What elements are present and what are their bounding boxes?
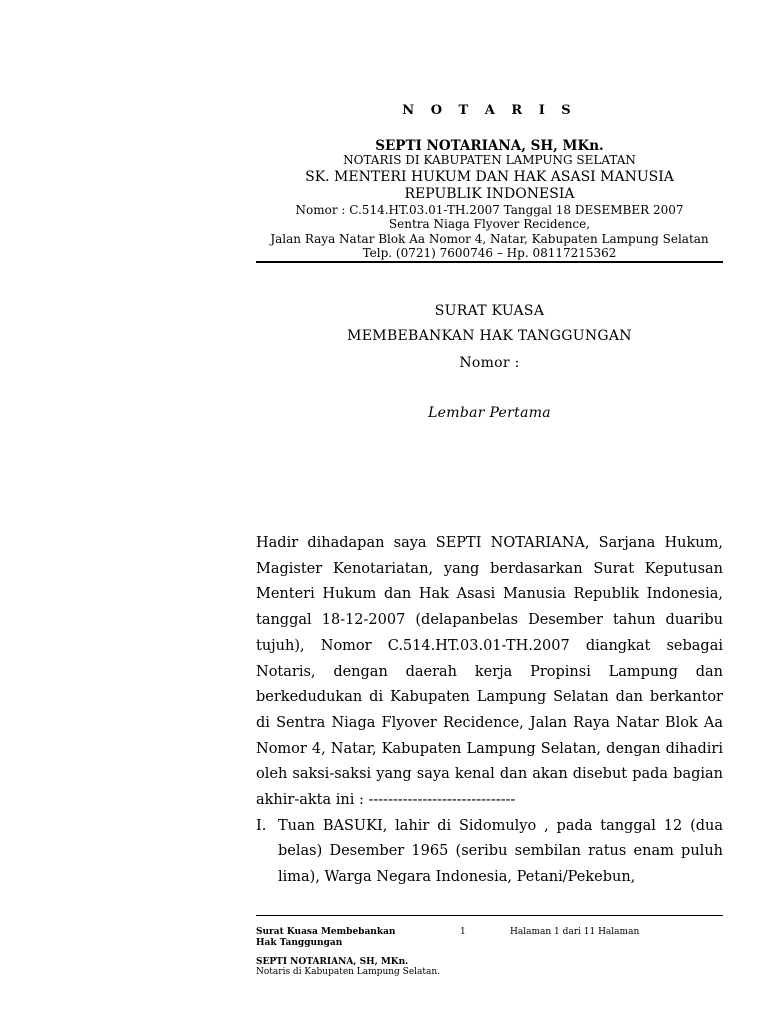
contact-line: Telp. (0721) 7600746 – Hp. 08117215362 xyxy=(362,246,617,260)
footer-notary-role: Notaris di Kabupaten Lampung Selatan. xyxy=(256,967,441,977)
sheet-label: Lembar Pertama xyxy=(428,405,551,421)
deed-title: SURAT KUASA xyxy=(434,303,545,319)
deed-subtitle: MEMBEBANKAN HAK TANGGUNGAN xyxy=(347,328,632,344)
notary-name: SEPTI NOTARIANA, SH, MKn. xyxy=(375,138,604,154)
footer-page-number: 1 xyxy=(460,927,466,937)
office-heading: N O T A R I S xyxy=(402,103,577,118)
decree-line-2: REPUBLIK INDONESIA xyxy=(404,186,575,202)
address-line-1: Sentra Niaga Flyover Recidence, xyxy=(388,217,591,231)
party-item-text: Tuan BASUKI, lahir di Sidomulyo , pada tanggal 12 (dua belas) Desember 1965 (seribu sembilan ratus enam puluh lima), Warga Negara Indonesia, Petani/Pekebun, xyxy=(278,817,723,886)
header-divider xyxy=(256,261,723,263)
deed-number: Nomor : xyxy=(459,355,520,371)
decree-number: Nomor : C.514.HT.03.01-TH.2007 Tanggal 18 DESEMBER 2007 xyxy=(295,203,684,217)
decree-line-1: SK. MENTERI HUKUM DAN HAK ASASI MANUSIA xyxy=(305,169,674,185)
footer-doc-title: Surat Kuasa Membebankan Hak Tanggungan xyxy=(256,927,396,948)
deed-body xyxy=(256,531,723,891)
footer-divider xyxy=(256,915,723,916)
opening-paragraph: Hadir dihadapan saya SEPTI NOTARIANA, Sarjana Hukum, Magister Kenotariatan, yang berdasarkan Surat Keputusan Menteri Hukum dan Hak Asasi Manusia Republik Indonesia, tanggal 18-12-2007 (delapanbelas Desember tahun duaribu tujuh), Nomor C.514.HT.03.01-TH.2007 diangkat sebagai Notaris, dengan daerah kerja Propinsi Lampung dan berkedudukan di Kabupaten Lampung Selatan dan berkantor di Sentra Niaga Flyover Recidence, Jalan Raya Natar Blok Aa Nomor 4, Natar, Kabupaten Lampung Selatan, dengan dihadiri oleh saksi-saksi yang saya kenal dan akan disebut pada bagian akhir-akta ini : ------------------------------ xyxy=(256,535,723,809)
address-line-2: Jalan Raya Natar Blok Aa Nomor 4, Natar, Kabupaten Lampung Selatan xyxy=(270,232,709,246)
footer-notary-name: SEPTI NOTARIANA, SH, MKn. xyxy=(256,957,409,967)
footer-page-total: Halaman 1 dari 11 Halaman xyxy=(510,927,640,937)
jurisdiction-line: NOTARIS DI KABUPATEN LAMPUNG SELATAN xyxy=(343,153,636,167)
party-item xyxy=(256,814,723,891)
party-item-number: I. xyxy=(256,817,267,834)
